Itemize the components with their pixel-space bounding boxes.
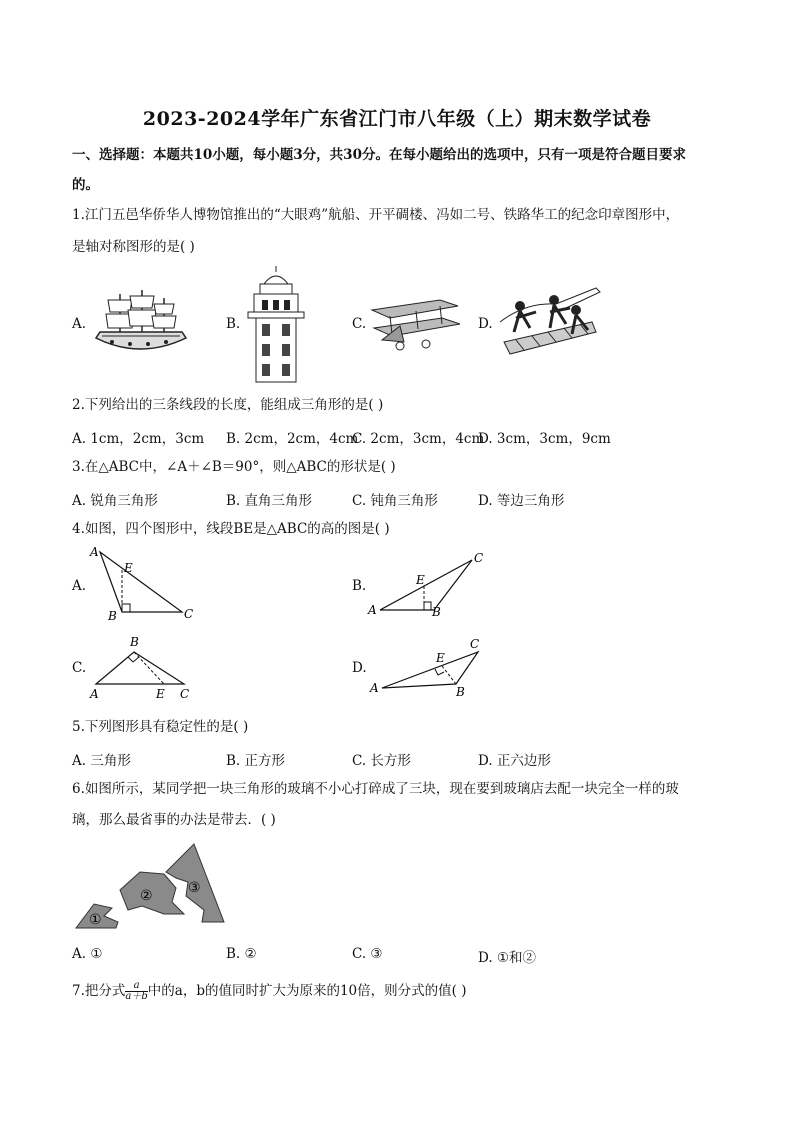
q4c-label-a: A [90, 687, 99, 701]
q5-option-a: A. 三角形 [72, 753, 131, 769]
q3-option-a: A. 锐角三角形 [72, 493, 158, 509]
q3-stem: 3.在△ABC中，∠A＋∠B＝90°，则△ABC的形状是( ) [72, 459, 396, 475]
q6-option-a: A. ① [72, 946, 103, 962]
q7-fraction [125, 981, 147, 1002]
q2-option-d: D. 3cm，3cm，9cm [478, 431, 611, 447]
q4-option-b: B. [352, 578, 367, 594]
q4-option-a: A. [72, 578, 87, 594]
q3-option-b: B. 直角三角形 [226, 493, 313, 509]
section-heading-line1: 一、选择题：本题共10小题，每小题3分，共30分。在每小题给出的选项中，只有一项是符合题目要求 [72, 147, 686, 163]
q3-option-c: C. 钝角三角形 [352, 493, 438, 509]
q4-figure-b [366, 550, 486, 620]
q1-option-b: B. [226, 316, 241, 332]
q4d-label-c: C [470, 637, 480, 651]
q5-stem: 5.下列图形具有稳定性的是( ) [72, 719, 249, 735]
tower-stamp-image [246, 266, 306, 382]
q4c-label-c: C [180, 687, 190, 701]
q5-option-b: B. 正方形 [226, 753, 286, 769]
q7-fraction-denominator: a＋b [125, 991, 148, 1002]
q1-option-c: C. [352, 316, 367, 332]
glass-piece-1-label: ① [89, 912, 102, 928]
q1-stem-line1: 1.江门五邑华侨华人博物馆推出的“大眼鸡”航船、开平碉楼、冯如二号、铁路华工的纪念印章图形中， [72, 207, 680, 223]
q7-stem [72, 978, 466, 1004]
q6-stem-line1: 6.如图所示，某同学把一块三角形的玻璃不小心打碎成了三块，现在要到玻璃店去配一块完全一样的玻 [72, 781, 679, 797]
q4b-label-b: B [432, 605, 441, 619]
q2-stem: 2.下列给出的三条线段的长度，能组成三角形的是( ) [72, 397, 384, 413]
q4-option-c: C. [72, 660, 87, 676]
q4-figure-c [86, 634, 198, 704]
q4a-label-b: B [108, 609, 117, 623]
q4b-label-e: E [416, 573, 425, 587]
q6-option-c: C. ③ [352, 946, 383, 962]
q4b-label-c: C [474, 551, 484, 565]
q4d-label-b: B [456, 685, 465, 699]
q1-option-d: D. [478, 316, 493, 332]
q4b-label-a: A [368, 603, 377, 617]
q4-figure-d [366, 636, 490, 702]
q4-stem: 4.如图，四个图形中，线段BE是△ABC的高的图是( ) [72, 521, 390, 537]
q4d-label-e: E [436, 651, 445, 665]
q3-option-d: D. 等边三角形 [478, 493, 565, 509]
q4a-label-c: C [184, 607, 194, 621]
q4-figure-a [86, 546, 196, 624]
q6-option-d: D. ①和② [478, 950, 537, 966]
q4-option-d: D. [352, 660, 367, 676]
page-title: 2023-2024学年广东省江门市八年级（上）期末数学试卷 [142, 108, 652, 130]
ship-stamp-image [90, 288, 190, 360]
q4c-label-b: B [130, 635, 139, 649]
q6-option-b: B. ② [226, 946, 257, 962]
q5-option-c: C. 长方形 [352, 753, 411, 769]
q1-option-a: A. [72, 316, 87, 332]
glass-piece-2-label: ② [140, 888, 153, 904]
q7-fraction-numerator: a [125, 981, 147, 992]
q4a-label-e: E [124, 561, 133, 575]
q5-option-d: D. 正六边形 [478, 753, 551, 769]
q7-suffix: 中的a，b的值同时扩大为原来的10倍，则分式的值( ) [147, 983, 467, 999]
glass-piece-3-label: ③ [188, 880, 201, 896]
q4d-label-a: A [370, 681, 379, 695]
section-heading-line2: 的。 [72, 177, 99, 193]
q2-option-a: A. 1cm，2cm，3cm [72, 431, 205, 447]
q4c-label-e: E [156, 687, 165, 701]
q2-option-b: B. 2cm，2cm，4cm [226, 431, 359, 447]
broken-glass-figure [72, 842, 226, 932]
q2-option-c: C. 2cm，3cm，4cm [352, 431, 485, 447]
q1-stem-line2: 是轴对称图形的是( ) [72, 239, 195, 255]
biplane-stamp-image [370, 296, 462, 352]
q6-stem-line2: 璃，那么最省事的办法是带去．( ) [72, 812, 276, 828]
q7-prefix: 7.把分式 [72, 983, 126, 999]
q4a-label-a: A [90, 545, 99, 559]
railway-workers-stamp-image [496, 282, 600, 360]
